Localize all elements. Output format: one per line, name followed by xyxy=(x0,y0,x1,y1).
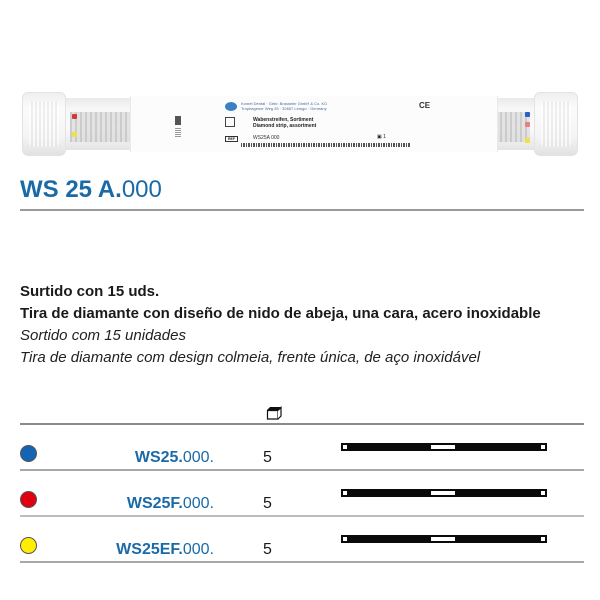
title-divider xyxy=(20,209,584,211)
color-dot-blue xyxy=(20,445,37,462)
desc-pt-line1: Sortido com 15 unidades xyxy=(20,327,186,344)
ref-tag: REF xyxy=(225,136,238,142)
diamond-strip-icon xyxy=(341,535,547,543)
tube-cap-right xyxy=(534,92,578,156)
table-row xyxy=(20,471,584,517)
product-description xyxy=(20,281,541,369)
label-company: Komet Dental · Gebr. Brasseler GmbH & Co. KG Trophagener Weg 25 · 32657 Lemgo · Germany xyxy=(241,101,328,111)
strip-tip-red xyxy=(525,122,530,127)
product-code: WS25.000. xyxy=(134,449,214,466)
package-box-icon xyxy=(266,404,282,420)
label-ref-code: WS25A 000 xyxy=(253,135,280,141)
title-code-bold: WS 25 A. xyxy=(20,176,122,203)
diamond-strip-icon xyxy=(341,489,547,497)
product-tube-image xyxy=(22,92,578,156)
title-code-light: 000 xyxy=(121,176,162,203)
tube-cap-left xyxy=(22,92,66,156)
product-code-title xyxy=(20,176,162,204)
label-qty: ▣ 1 xyxy=(377,134,386,140)
table-row xyxy=(20,517,584,563)
package-qty: 5 xyxy=(263,495,272,512)
ce-mark: CE xyxy=(419,101,431,110)
diamond-strip-icon xyxy=(341,443,547,451)
desc-es-line1: Surtido con 15 uds. xyxy=(20,283,160,300)
instructions-icon xyxy=(225,117,235,127)
product-code: WS25EF.000. xyxy=(116,541,214,558)
tube-label xyxy=(130,96,498,152)
desc-es-line2: Tira de diamante con diseño de nido de abeja, una cara, acero inoxidable xyxy=(20,305,541,322)
komet-logo-icon xyxy=(225,102,237,111)
lot-icon xyxy=(175,116,181,125)
strip-tip-yellow xyxy=(72,132,77,137)
strip-tip-blue xyxy=(525,112,530,117)
barcode xyxy=(241,143,411,147)
label-product-name: Wabenstreifen, Sortiment Diamond strip, assortment xyxy=(253,117,317,129)
strip-tip-yellow xyxy=(525,138,530,143)
color-dot-yellow xyxy=(20,537,37,554)
desc-pt-line2: Tira de diamante com design colmeia, frente única, de aço inoxidável xyxy=(20,349,481,366)
row-divider xyxy=(20,561,584,563)
strip-tip-red xyxy=(72,114,77,119)
package-qty: 5 xyxy=(263,541,272,558)
package-qty: 5 xyxy=(263,449,272,466)
color-dot-red xyxy=(20,491,37,508)
product-code: WS25F.000. xyxy=(126,495,214,512)
table-row xyxy=(20,425,584,471)
lot-number xyxy=(175,128,181,138)
